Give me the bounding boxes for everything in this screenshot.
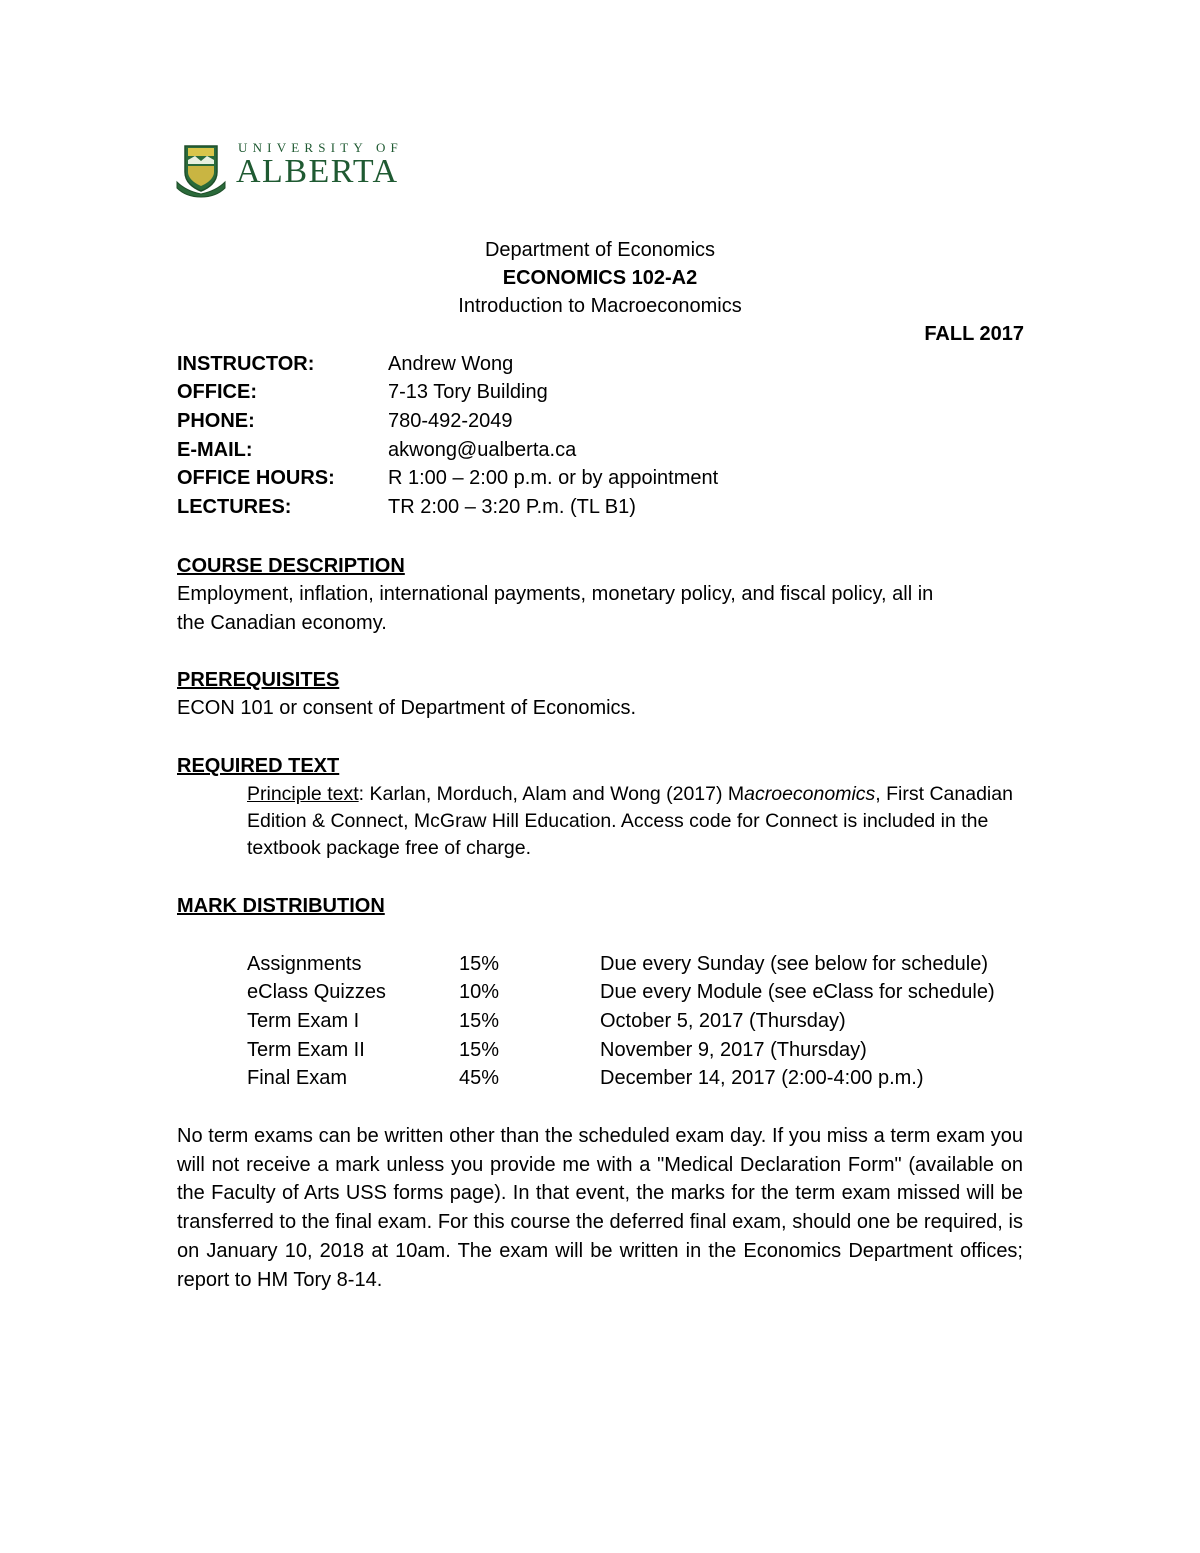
colon: : [358, 783, 365, 805]
mark-due: October 5, 2017 (Thursday) [600, 1010, 846, 1032]
mark-item: eClass Quizzes [247, 981, 386, 1003]
exam-policy-paragraph: No term exams can be written other than the scheduled exam day. If you miss a term exam you will not receive a mark unless you provide me with a "Medical Declaration Form" (available on the Faculty of Arts USS forms page). In that event, the marks for the term exam missed will be transferred to the final exam. For this course the deferred final exam, should one be required, is on January 10, 2018 at 10am. The exam will be written in the Economics Department offices; report to HM Tory 8-14. [177, 1125, 1023, 1291]
info-value: R 1:00 – 2:00 p.m. or by appointment [388, 467, 719, 489]
required-text-heading: REQUIRED TEXT [177, 755, 340, 777]
textbook-details: , First Canadian Edition & Connect, McGraw Hill Education. Access code for Connect is included in the textbook package free of charge. [247, 783, 1013, 859]
mark-item: Term Exam II [247, 1039, 365, 1061]
course-description-heading: COURSE DESCRIPTION [177, 555, 405, 577]
mark-due: Due every Module (see eClass for schedule) [600, 981, 995, 1003]
crest-icon [175, 142, 227, 198]
course-title: Introduction to Macroeconomics [458, 295, 742, 317]
mark-due: December 14, 2017 (2:00-4:00 p.m.) [600, 1067, 924, 1089]
textbook-title-italic: acroeconomics [744, 783, 876, 805]
info-label: LECTURES: [177, 496, 292, 518]
email-link[interactable]: akwong@ualberta.ca [388, 439, 577, 461]
course-description-line2: the Canadian economy. [177, 612, 387, 634]
mark-item: Final Exam [247, 1067, 348, 1089]
department-name: Department of Economics [484, 239, 716, 261]
course-code: ECONOMICS 102-A2 [502, 267, 698, 289]
mark-percent: 15% [459, 1039, 500, 1061]
prerequisites-text: ECON 101 or consent of Department of Economics. [177, 697, 637, 719]
info-label: OFFICE: [177, 381, 257, 403]
mark-item: Term Exam I [247, 1010, 360, 1032]
mark-due: Due every Sunday (see below for schedule) [600, 953, 988, 975]
info-value: TR 2:00 – 3:20 P.m. (TL B1) [388, 496, 636, 518]
info-label: INSTRUCTOR: [177, 353, 315, 375]
info-value: Andrew Wong [388, 353, 514, 375]
info-value: 7-13 Tory Building [388, 381, 548, 403]
principle-text-label: Principle text [247, 783, 359, 805]
mark-percent: 15% [459, 953, 500, 975]
mark-percent: 10% [459, 981, 500, 1003]
mark-percent: 45% [459, 1067, 500, 1089]
required-text-body [247, 781, 1037, 862]
term-label: FALL 2017 [924, 323, 1024, 345]
logo-line-university-of: UNIVERSITY OF [238, 140, 403, 155]
info-value: 780-492-2049 [388, 410, 513, 432]
university-logo [175, 140, 415, 198]
textbook-authors: Karlan, Morduch, Alam and Wong (2017) M [364, 783, 745, 805]
logo-line-alberta: ALBERTA [236, 153, 399, 190]
mark-distribution-heading: MARK DISTRIBUTION [177, 895, 385, 917]
info-label: OFFICE HOURS: [177, 467, 335, 489]
info-label: E-MAIL: [177, 439, 253, 461]
info-label: PHONE: [177, 410, 255, 432]
mark-due: November 9, 2017 (Thursday) [600, 1039, 867, 1061]
prerequisites-heading: PREREQUISITES [177, 669, 340, 691]
course-description-line1: Employment, inflation, international payments, monetary policy, and fiscal policy, all in [177, 583, 934, 605]
mark-percent: 15% [459, 1010, 500, 1032]
mark-item: Assignments [247, 953, 362, 975]
